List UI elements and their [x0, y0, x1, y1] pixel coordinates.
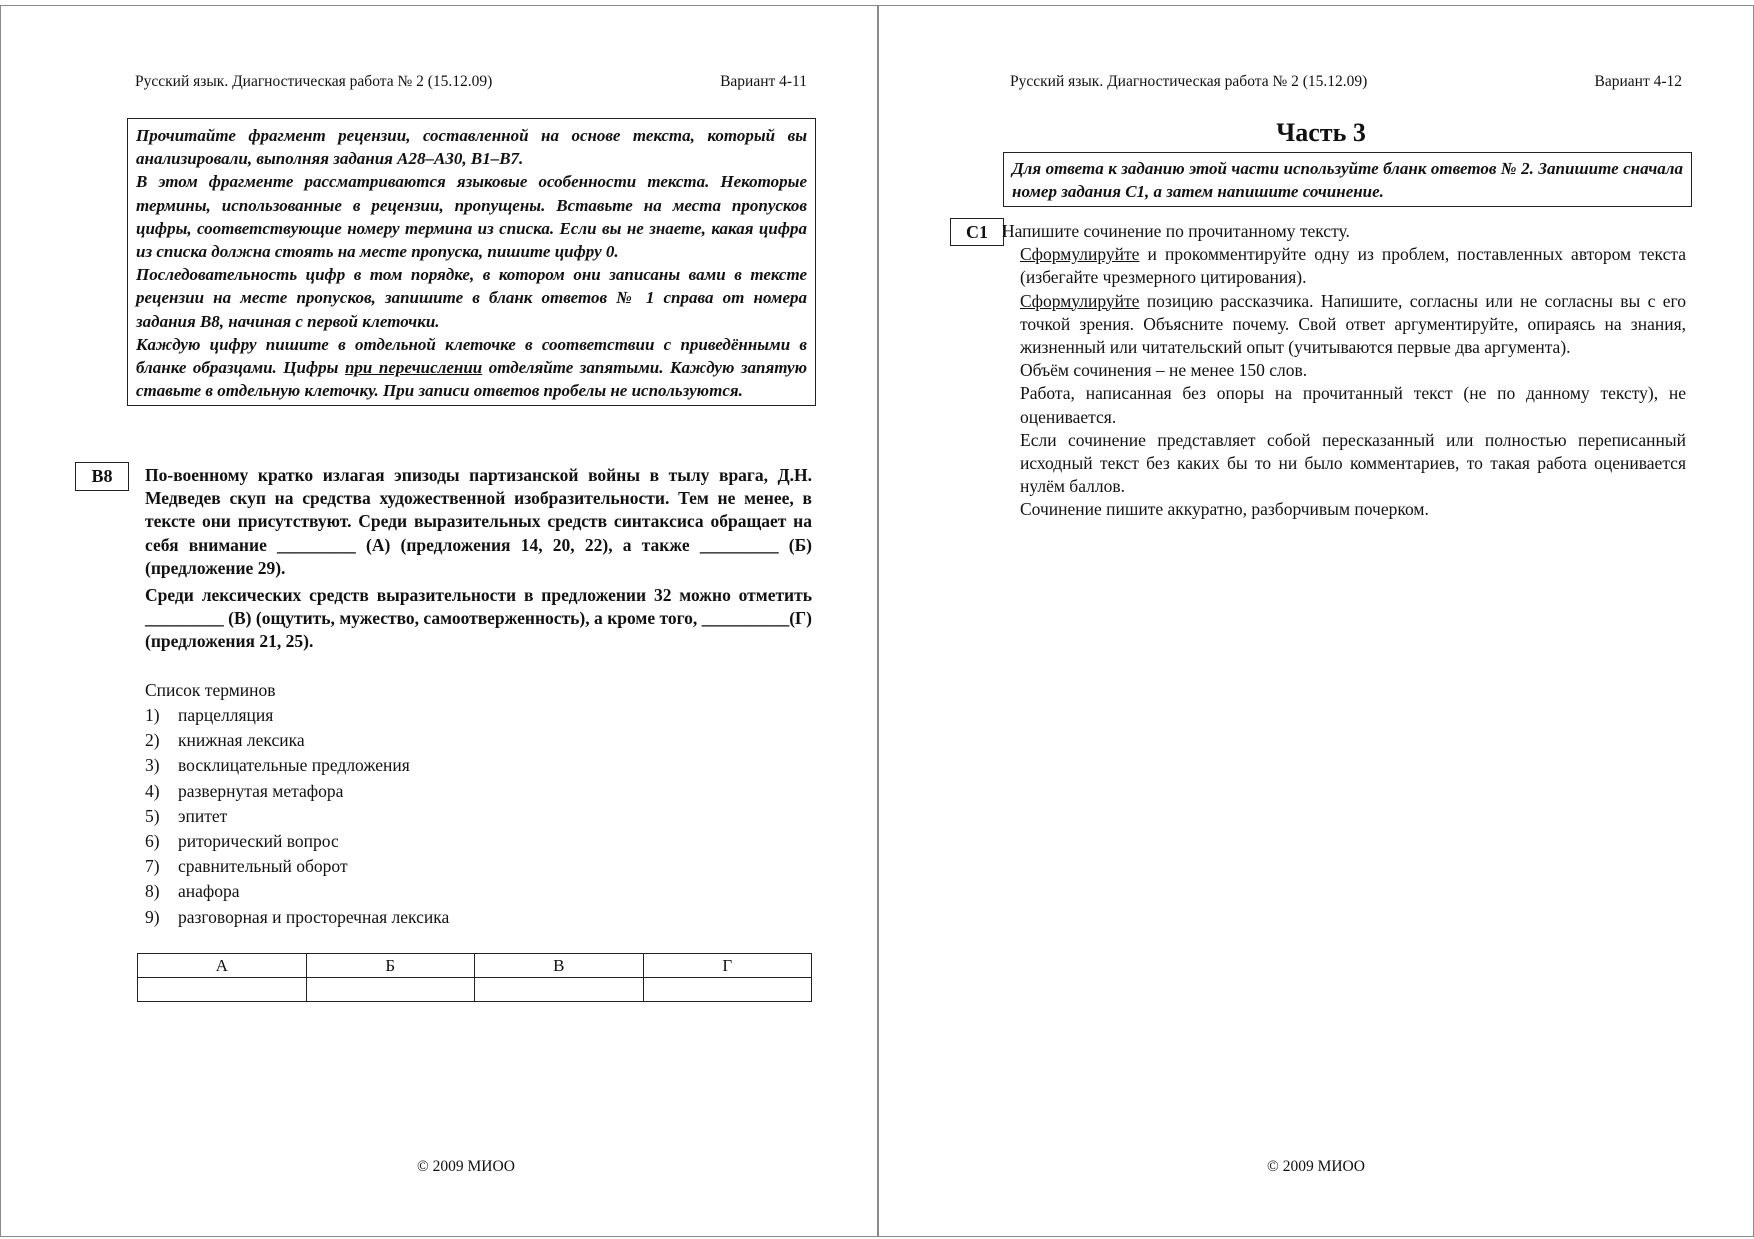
answer-cell [306, 978, 475, 1002]
instructions-paragraph [136, 333, 807, 403]
task-paragraph: Сформулируйте позицию рассказчика. Напишите, согласны или не согласны вы с его точкой зрения. Объясните почему. Свой ответ аргументируйте, опираясь на знания, жизненный или читательский опыт (учитываются первые два аргумента). [1020, 290, 1686, 358]
terms-title: Список терминов [145, 680, 276, 700]
list-item: 6) риторический вопрос [145, 831, 339, 852]
task-paragraph: По-военному кратко излагая эпизоды партизанской войны в тылу врага, Д.Н. Медведев скуп на средства художественной изобразительности. Тем не менее, в тексте они присутствуют. Среди выразительных средств синтаксиса обращает на себя внимание _________ (А) (предложения 14, 20, 22), а также _________ (Б) (предложение 29). [145, 465, 812, 578]
page-footer: © 2009 МИОО [417, 1158, 515, 1175]
page-footer: © 2009 МИОО [1267, 1158, 1365, 1175]
instructions-text: отделяйте запятыми. Каждую запятую ставьте в отдельную клеточку. При записи ответов пробелы не используются. [136, 358, 807, 401]
task-underlined: Сформулируйте [1020, 290, 1140, 311]
instructions-paragraph: Последовательность цифр в том порядке, в котором они записаны вами в тексте рецензии на месте пропусков, запишите в бланк ответов № 1 справа от номера задания В8, начиная с первой клеточки. [136, 265, 807, 331]
instructions-box [127, 118, 816, 406]
list-item: 7) сравнительный оборот [145, 856, 348, 877]
instructions-box: Для ответа к заданию этой части используйте бланк ответов № 2. Запишите сначала номер задания С1, а затем напишите сочинение. [1003, 152, 1692, 207]
table-header-row [138, 954, 812, 978]
task-paragraph: Если сочинение представляет собой пересказанный или полностью переписанный исходный текст без каких бы то ни было комментариев, то такая работа оценивается нулём баллов. [1020, 429, 1686, 497]
list-item: 1) парцелляция [145, 705, 274, 725]
instructions-paragraph: Прочитайте фрагмент рецензии, составленной на основе текста, который вы анализировали, выполняя задания А28–А30, В1–В7. [136, 126, 807, 169]
instructions-text: Каждую цифру пишите в отдельной клеточке в соответствии с приведёнными в бланке образцами. Цифры [136, 334, 807, 378]
answer-cell [138, 978, 307, 1002]
header-title: Русский язык. Диагностическая работа № 2 (15.12.09) [1010, 73, 1368, 90]
task-number-b8: В8 [75, 462, 129, 491]
page-header [1010, 73, 1682, 91]
left-page [1, 6, 877, 1236]
task-paragraph: Работа, написанная без опоры на прочитанный текст (не по данному тексту), не оценивается. [1020, 383, 1686, 427]
header-title: Русский язык. Диагностическая работа № 2 (15.12.09) [135, 73, 493, 90]
table-header-cell: А [138, 954, 307, 978]
header-variant: Вариант 4-12 [1594, 73, 1682, 90]
task-underlined: Сформулируйте [1020, 244, 1140, 265]
task-paragraph: Среди лексических средств выразительности в предложении 32 можно отметить _________ (В) (ощутить, мужество, самоотверженность), а кроме того, __________(Г) (предложения 21, 25). [145, 585, 812, 652]
answer-table [137, 953, 812, 1002]
task-c1-text [1002, 220, 1686, 522]
answer-cell [643, 978, 812, 1002]
page-header [135, 73, 807, 91]
document-spread [0, 5, 1754, 1237]
list-item: 8) анафора [145, 881, 240, 902]
terms-list [145, 678, 795, 930]
part-title: Часть 3 [1276, 118, 1366, 147]
list-item: 9) разговорная и просторечная лексика [145, 906, 450, 927]
table-row [138, 978, 812, 1002]
task-b8-text [145, 464, 812, 658]
task-paragraph: Напишите сочинение по прочитанному тексту. [1002, 221, 1350, 241]
right-page [879, 6, 1753, 1236]
answer-cell [475, 978, 644, 1002]
list-item: 5) эпитет [145, 805, 228, 826]
table-header-cell: Б [306, 954, 475, 978]
task-paragraph: Сформулируйте и прокомментируйте одну из проблем, поставленных автором текста (избегайте чрезмерного цитирования). [1020, 244, 1686, 288]
instructions-underlined: при перечислении [344, 358, 483, 378]
table-header-cell: В [475, 954, 644, 978]
list-item: 4) развернутая метафора [145, 780, 344, 801]
task-paragraph: Сочинение пишите аккуратно, разборчивым почерком. [1020, 499, 1429, 520]
table-header-cell: Г [643, 954, 812, 978]
list-item: 2) книжная лексика [145, 730, 305, 751]
task-paragraph: Объём сочинения – не менее 150 слов. [1020, 360, 1308, 381]
task-number-c1: С1 [950, 218, 1004, 246]
header-variant: Вариант 4-11 [720, 73, 807, 90]
instructions-paragraph: В этом фрагменте рассматриваются языковые особенности текста. Некоторые термины, использованные в рецензии, пропущены. Вставьте на места пропусков цифры, соответствующие номеру термина из списка. Если вы не знаете, какая цифра из списка должна стоять на месте пропуска, пишите цифру 0. [136, 172, 807, 262]
list-item: 3) восклицательные предложения [145, 755, 410, 776]
